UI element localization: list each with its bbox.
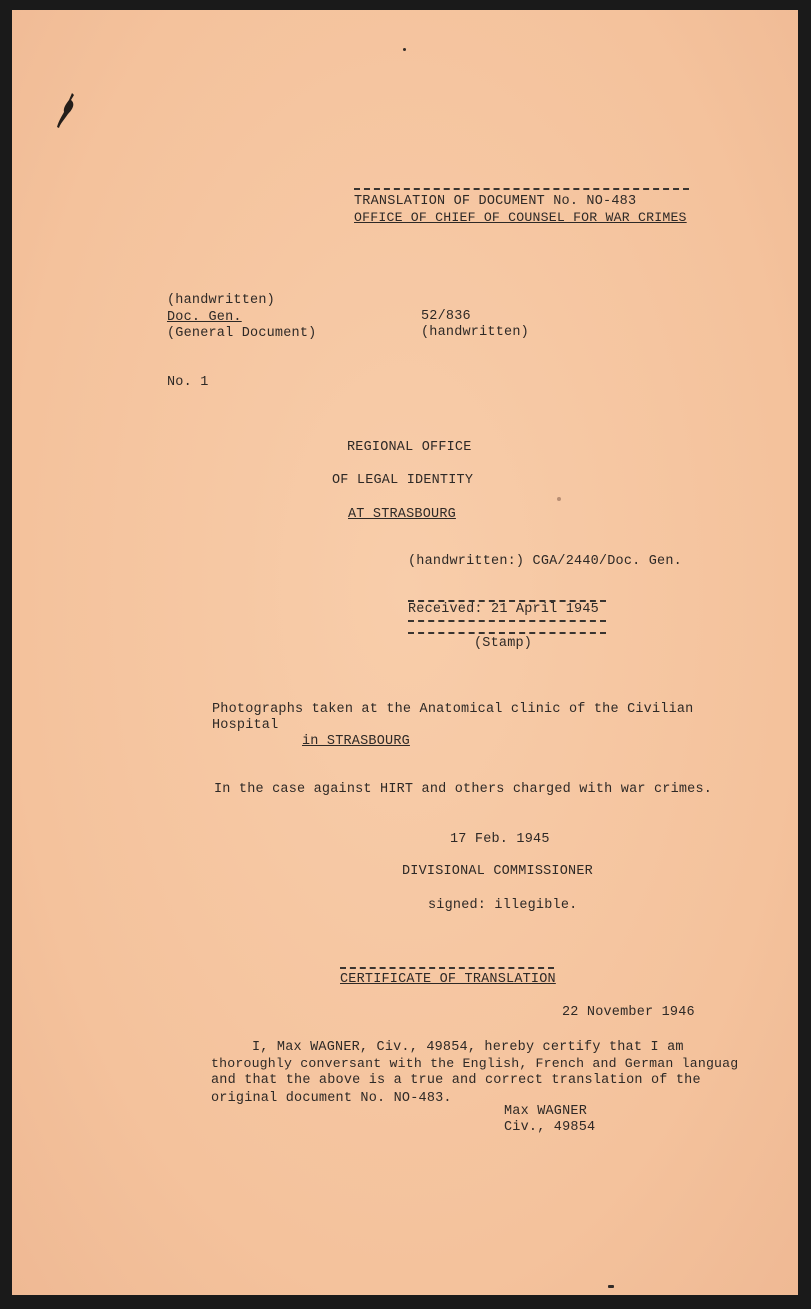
header-dashed-rule — [354, 188, 689, 190]
office-line-3: AT STRASBOURG — [348, 507, 456, 522]
certificate-heading: CERTIFICATE OF TRANSLATION — [340, 972, 556, 987]
left-block-line-1: (handwritten) — [167, 293, 275, 308]
stamp-bottom-rule — [408, 632, 606, 634]
left-block-line-3: (General Document) — [167, 326, 317, 341]
body-line-2: Hospital — [212, 718, 279, 733]
document-number: No. 1 — [167, 375, 209, 390]
body-line-3: in STRASBOURG — [302, 734, 410, 749]
translator-civ-number: Civ., 49854 — [504, 1120, 596, 1135]
left-block-line-2: Doc. Gen. — [167, 310, 242, 325]
case-statement: In the case against HIRT and others charged with war crimes. — [214, 782, 713, 797]
certificate-line-4: original document No. NO-483. — [211, 1091, 452, 1106]
right-block-line-2: (handwritten) — [421, 325, 529, 340]
translator-name: Max WAGNER — [504, 1104, 588, 1119]
signature-title: DIVISIONAL COMMISSIONER — [402, 864, 593, 879]
paper-speck — [557, 497, 561, 501]
body-line-1: Photographs taken at the Anatomical clinic of the Civilian — [212, 702, 694, 717]
certificate-line-1: I, Max WAGNER, Civ., 49854, hereby certify that I am — [252, 1040, 684, 1055]
document-page — [12, 10, 798, 1295]
certificate-top-rule — [340, 967, 554, 969]
paper-speck — [608, 1285, 614, 1288]
signature-date: 17 Feb. 1945 — [450, 832, 550, 847]
certificate-line-2: thoroughly conversant with the English, French and German languag — [211, 1056, 739, 1071]
stamp-middle-rule — [408, 620, 606, 622]
received-date: Received: 21 April 1945 — [408, 602, 599, 617]
office-line-1: REGIONAL OFFICE — [347, 440, 472, 455]
right-block-line-1: 52/836 — [421, 309, 471, 324]
header-line-2: OFFICE OF CHIEF OF COUNSEL FOR WAR CRIMES — [354, 210, 687, 225]
paper-speck — [403, 48, 406, 51]
stamp-label: (Stamp) — [474, 636, 533, 651]
header-line-1: TRANSLATION OF DOCUMENT No. NO-483 — [354, 194, 637, 209]
office-line-2: OF LEGAL IDENTITY — [332, 473, 474, 488]
signature-signed: signed: illegible. — [428, 898, 578, 913]
certificate-date: 22 November 1946 — [562, 1005, 695, 1020]
ink-blot-mark — [54, 90, 84, 130]
reference-number: (handwritten:) CGA/2440/Doc. Gen. — [408, 554, 682, 569]
certificate-line-3: and that the above is a true and correct translation of the — [211, 1073, 701, 1088]
